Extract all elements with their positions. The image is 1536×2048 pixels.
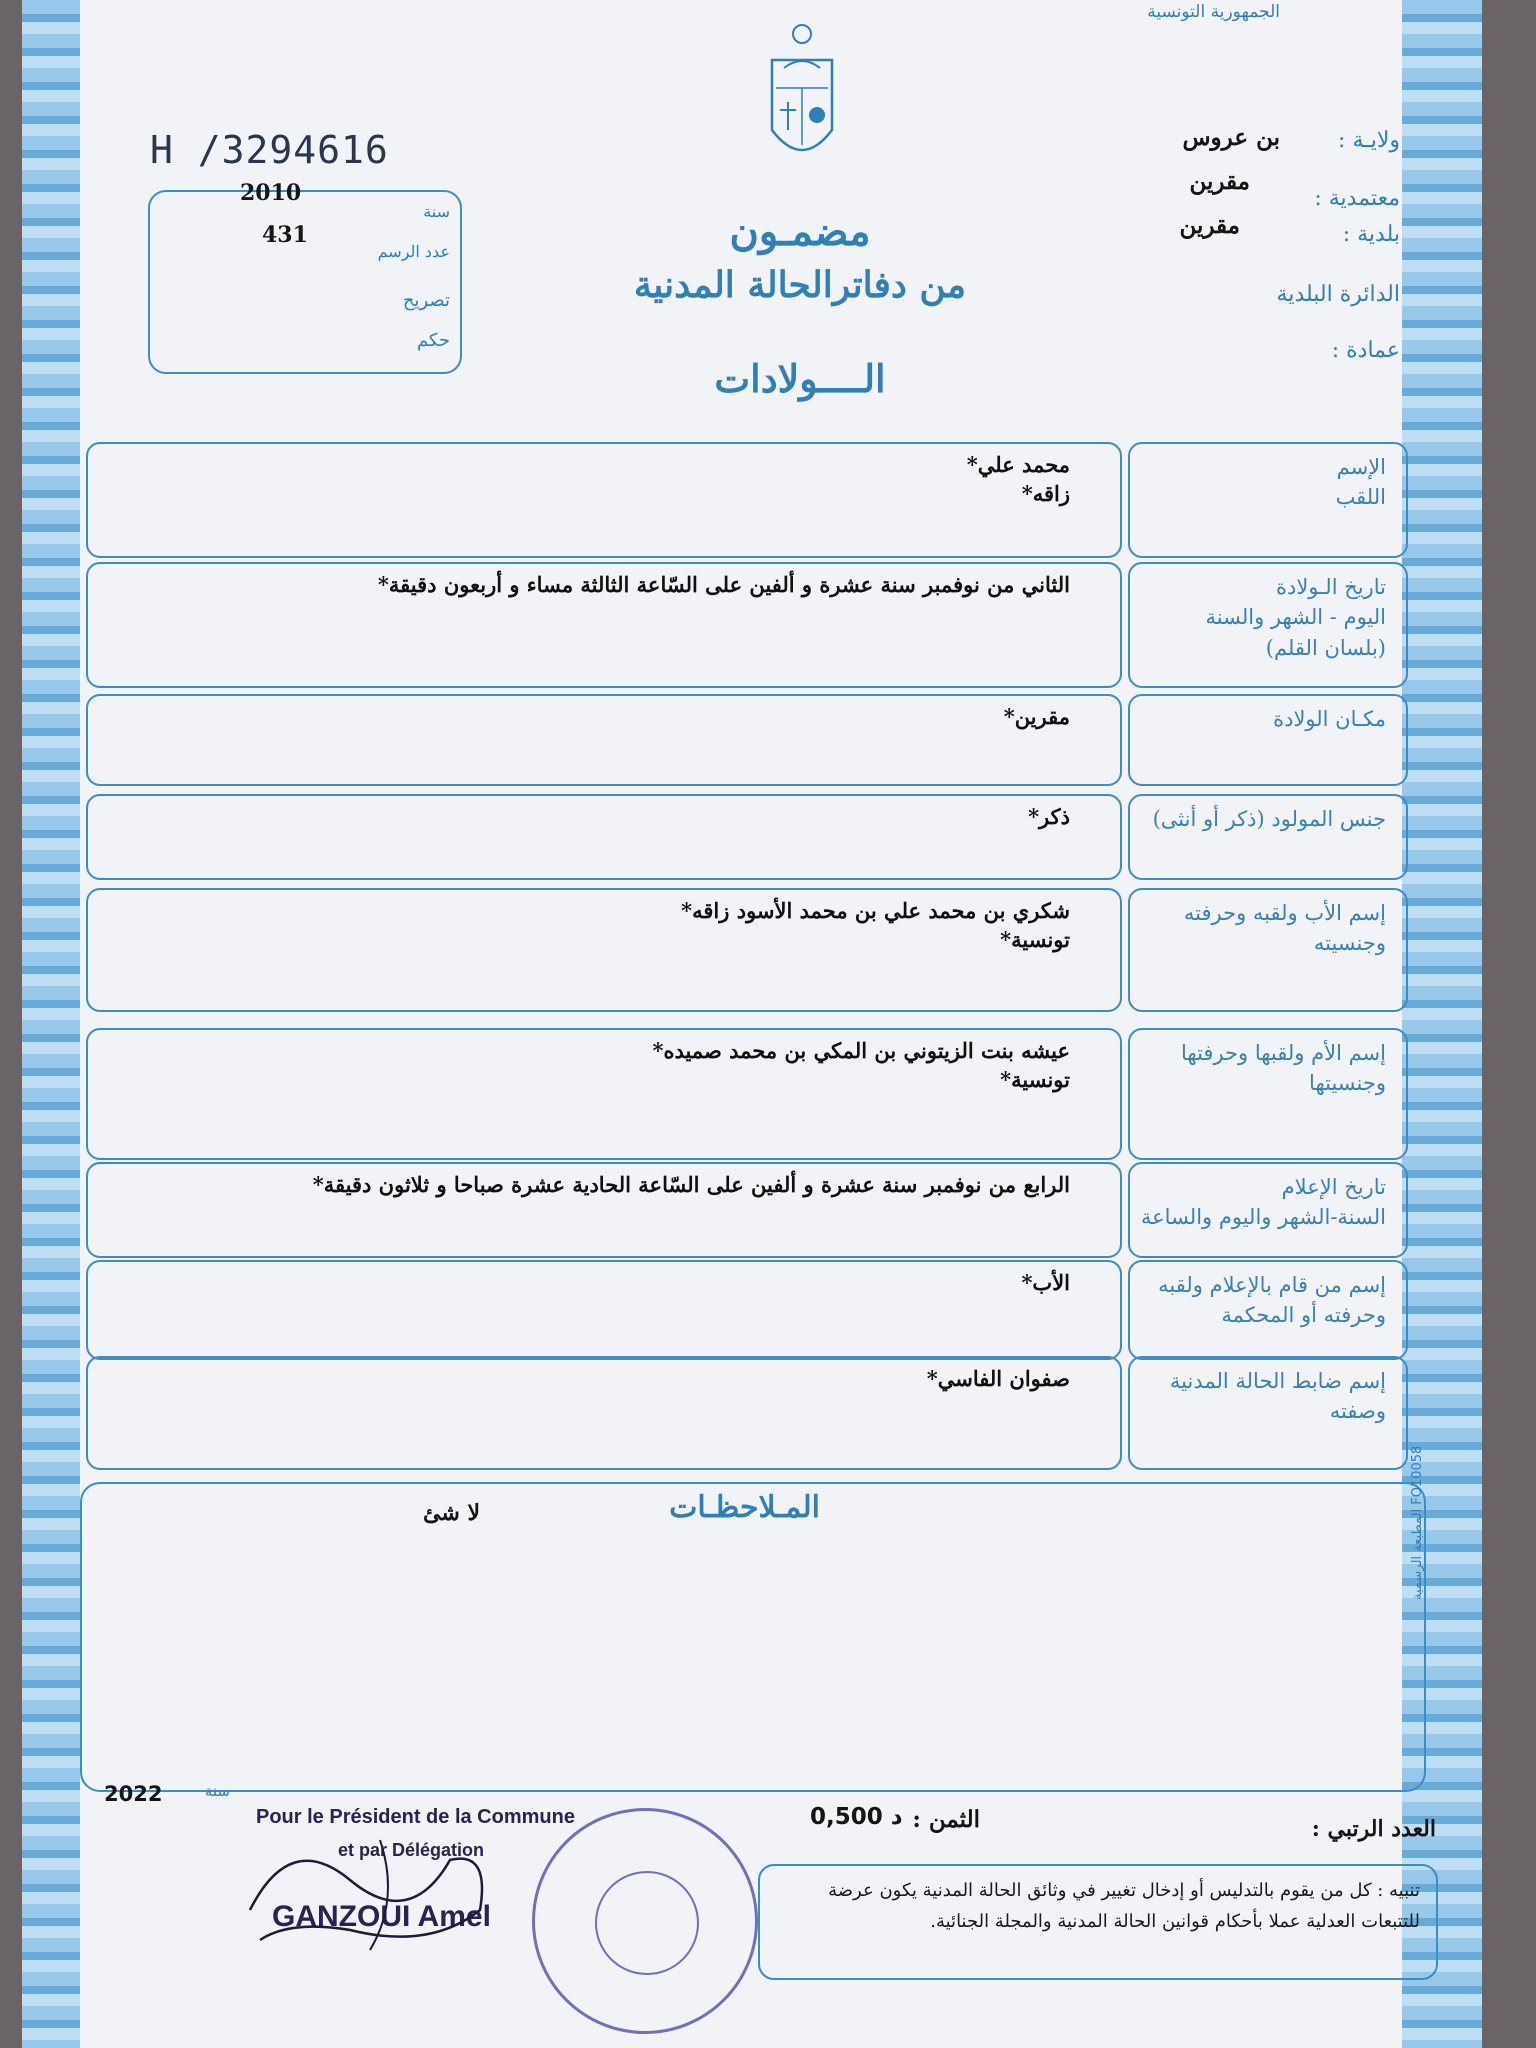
remarks-box (80, 1482, 1426, 1792)
official-stamp-icon (532, 1808, 758, 2034)
row-value: محمد علي* زاقه* (966, 452, 1070, 507)
title-line1: مضمـون (729, 208, 871, 255)
signature-name: GANZOUI Amel (272, 1900, 491, 1933)
handwritten-signature-icon (230, 1820, 530, 1960)
registry-year-label: سنة (423, 202, 450, 221)
row-value: الرابع من نوفمبر سنة عشرة و ألفين على السّاعة الحادية عشرة صباحا و ثلاثون دقيقة* (312, 1172, 1070, 1197)
governorate-label: ولايـة : (1338, 128, 1400, 153)
signature-line1: Pour le Président de la Commune (256, 1806, 575, 1828)
registry-number-label: عدد الرسم (377, 242, 450, 261)
registry-year-value: 2010 (240, 180, 302, 206)
registry-number-value: 431 (262, 222, 308, 248)
row-label: إسم من قام بالإعلام ولقبه وحرفته أو المحكمة (1158, 1273, 1386, 1328)
republic-label: الجمهورية التونسية (1147, 2, 1280, 22)
signature-line2: et par Délégation (338, 1840, 485, 1860)
serial-number: H /3294616 (150, 128, 389, 172)
footer-year-label: سنة (204, 1782, 230, 1800)
row-value: عيشه بنت الزيتوني بن المكي بن محمد صميده* تونسية* (652, 1038, 1070, 1093)
row-label: إسم الأب ولقبه وحرفته وجنسيته (1183, 901, 1386, 956)
row-label: تاريخ الإعلام السنة-الشهر واليوم والساعة (1140, 1175, 1386, 1230)
price-value: 0,500 د (810, 1804, 903, 1830)
registry-judgment-label: حكم (416, 330, 450, 351)
delegation-value: مقرين (1189, 168, 1250, 195)
remarks-value: لا شئ (423, 1500, 480, 1526)
printer-code: المطبعة الرسمية FO10058 (1410, 1445, 1425, 1600)
legal-warning: تنبيه : كل من يقوم بالتدليس أو إدخال تغيير في وثائق الحالة المدنية يكون عرضة للتتبعات العدلية عملا بأحكام قوانين الحالة المدنية والمجلة الجنائية. (828, 1880, 1420, 1932)
row-value: مقرين* (1003, 704, 1070, 729)
price-label: الثمن : (912, 1806, 980, 1833)
coat-of-arms-icon (762, 20, 842, 170)
remarks-label: المـلاحظـات (669, 1490, 820, 1525)
row-label: تاريخ الـولادة اليوم - الشهر والسنة (بلسان القلم) (1205, 575, 1386, 660)
row-label: مكـان الولادة (1273, 707, 1386, 731)
row-label: جنس المولود (ذكر أو أنثى) (1152, 807, 1386, 831)
title-births: الــــولادات (714, 356, 886, 401)
omada-label: عمادة : (1331, 338, 1400, 363)
row-value: ذكر* (1028, 804, 1070, 829)
footer-year-value: 2022 (104, 1782, 163, 1806)
row-value: الأب* (1021, 1270, 1070, 1295)
registry-declaration-label: تصريح (402, 290, 450, 311)
district-label: الدائرة البلدية (1276, 282, 1400, 307)
rank-number-label: العدد الرتبي : (1311, 1816, 1436, 1842)
decorative-border-left (22, 0, 82, 2048)
row-value: شكري بن محمد علي بن محمد الأسود زاقه* تونسية* (681, 898, 1070, 953)
governorate-value: بن عروس (1182, 124, 1280, 151)
title-line2: من دفاترالحالة المدنية (633, 264, 967, 306)
municipality-value: مقرين (1179, 212, 1240, 239)
row-value: صفوان الفاسي* (926, 1366, 1070, 1391)
municipality-label: بلدية : (1342, 222, 1400, 247)
row-label: إسم الأم ولقبها وحرفتها وجنسيتها (1181, 1041, 1386, 1096)
delegation-label: معتمدية : (1314, 186, 1400, 211)
row-label: إسم ضابط الحالة المدنية وصفته (1169, 1369, 1386, 1424)
row-value: الثاني من نوفمبر سنة عشرة و ألفين على السّاعة الثالثة مساء و أربعون دقيقة* (377, 572, 1070, 597)
row-label: الإسم اللقب (1335, 455, 1386, 510)
